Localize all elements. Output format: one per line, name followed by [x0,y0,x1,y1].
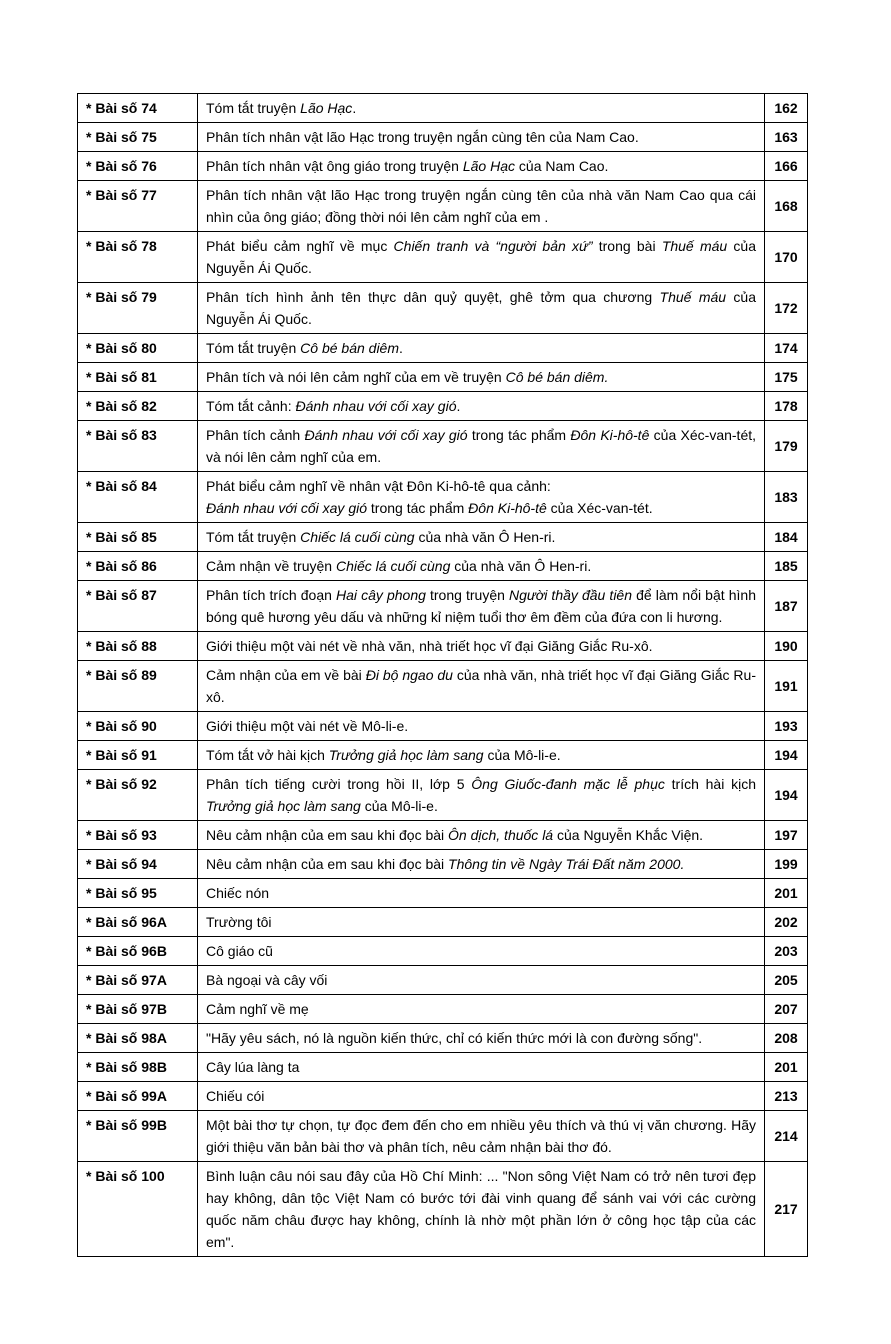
page-number: 163 [765,123,808,152]
title-segment: Phân tích nhân vật lão Hạc trong truyện ngắn cùng tên của Nam Cao. [206,129,639,145]
title-segment: Giới thiệu một vài nét về nhà văn, nhà triết học vĩ đại Giăng Giắc Ru-xô. [206,638,653,654]
title-segment: của Nam Cao. [515,158,609,174]
title-segment: của nhà văn Ô Hen-ri. [414,529,556,545]
lesson-title [198,850,765,879]
title-segment: Phân tích tiếng cười trong hồi II, lớp 5 [206,776,472,792]
page-number: 194 [765,770,808,821]
lesson-number: * Bài số 90 [78,712,198,741]
lesson-title [198,232,765,283]
title-segment: . [399,340,403,356]
lesson-title [198,1082,765,1111]
title-segment: Phân tích trích đoạn [206,587,336,603]
page-number: 207 [765,995,808,1024]
title-italic-segment: Thông tin về Ngày Trái Đất năm 2000. [448,856,685,872]
lesson-title [198,181,765,232]
table-row [78,581,808,632]
title-segment: Tóm tắt vở hài kịch [206,747,329,763]
lesson-number: * Bài số 94 [78,850,198,879]
title-italic-segment: Chiến tranh và “người bản xứ” [393,238,593,254]
table-row [78,937,808,966]
lesson-number: * Bài số 81 [78,363,198,392]
title-segment: Tóm tắt cảnh: [206,398,296,414]
lesson-title [198,879,765,908]
lesson-title [198,392,765,421]
lesson-title [198,661,765,712]
table-row [78,232,808,283]
table-row [78,1024,808,1053]
table-row [78,363,808,392]
lesson-number: * Bài số 96A [78,908,198,937]
title-italic-segment: Hai cây phong [336,587,426,603]
table-row [78,879,808,908]
title-segment: trong tác phẩm [467,427,571,443]
title-segment: của Mô-li-e. [483,747,561,763]
title-segment: Một bài thơ tự chọn, tự đọc đem đến cho em nhiều yêu thích và thú vị văn chương. Hãy giới thiệu văn bản bài thơ và phân tích, nêu cảm nhận bài thơ đó. [206,1117,756,1155]
title-segment: Bà ngoại và cây vối [206,972,328,988]
lesson-title [198,995,765,1024]
table-row [78,392,808,421]
lesson-number: * Bài số 75 [78,123,198,152]
table-row [78,995,808,1024]
title-italic-segment: Đôn Ki-hô-tê [570,427,650,443]
table-row [78,123,808,152]
page-number: 179 [765,421,808,472]
lesson-number: * Bài số 99B [78,1111,198,1162]
title-italic-segment: Ông Giuốc-đanh mặc lễ phục [471,776,665,792]
page-number: 178 [765,392,808,421]
lesson-title [198,94,765,123]
page-number: 217 [765,1162,808,1257]
table-row [78,472,808,523]
lesson-number: * Bài số 86 [78,552,198,581]
title-segment: Phân tích hình ảnh tên thực dân quỷ quyệt, ghê tởm qua chương [206,289,660,305]
title-segment: Trường tôi [206,914,272,930]
page-number: 168 [765,181,808,232]
title-segment: của Xéc-van-tét, và nói lên cảm nghĩ của em. [206,427,757,465]
table-row [78,966,808,995]
page-number: 183 [765,472,808,523]
title-segment: Bình luận câu nói sau đây của Hồ Chí Minh: ... "Non sông Việt Nam có trở nên tươi đẹp hay không, dân tộc Việt Nam có bước tới đài vinh quang để sánh vai với các cường quốc năm châu được hay không, chính là nhờ một phần lớn ở công học tập của các em". [206,1168,756,1250]
title-segment: của nhà văn, nhà triết học vĩ đại Giăng Giắc Ru-xô. [206,667,756,705]
table-row [78,632,808,661]
lesson-title [198,632,765,661]
title-italic-segment: Cô bé bán diêm. [505,369,609,385]
table-row [78,712,808,741]
lesson-number: * Bài số 96B [78,937,198,966]
title-segment: "Hãy yêu sách, nó là nguồn kiến thức, chỉ có kiến thức mới là con đường sống". [206,1030,703,1046]
title-segment: Cây lúa làng ta [206,1059,300,1075]
lesson-number: * Bài số 98B [78,1053,198,1082]
page-number: 172 [765,283,808,334]
lesson-title [198,1111,765,1162]
lesson-number: * Bài số 78 [78,232,198,283]
title-italic-segment: Cô bé bán diêm [300,340,399,356]
table-row [78,152,808,181]
lesson-title [198,712,765,741]
lesson-title [198,770,765,821]
title-segment: Chiếu cói [206,1088,265,1104]
page-number: 174 [765,334,808,363]
title-segment: Cảm nghĩ về mẹ [206,1001,309,1017]
lesson-title [198,472,765,523]
page-number: 170 [765,232,808,283]
title-italic-segment: Trưởng giả học làm sang [328,747,484,763]
lesson-title [198,1053,765,1082]
table-row [78,552,808,581]
page-number: 194 [765,741,808,770]
lesson-title [198,152,765,181]
lesson-number: * Bài số 100 [78,1162,198,1257]
lesson-number: * Bài số 92 [78,770,198,821]
title-segment: của nhà văn Ô Hen-ri. [450,558,592,574]
page-number: 175 [765,363,808,392]
page-number: 185 [765,552,808,581]
title-segment: Cảm nhận về truyện [206,558,336,574]
lesson-title [198,908,765,937]
lesson-number: * Bài số 82 [78,392,198,421]
table-row [78,283,808,334]
lesson-number: * Bài số 98A [78,1024,198,1053]
lesson-number: * Bài số 87 [78,581,198,632]
lesson-number: * Bài số 97A [78,966,198,995]
title-segment: Cảm nhận của em về bài [206,667,366,683]
lesson-title [198,821,765,850]
lesson-number: * Bài số 89 [78,661,198,712]
toc-body [78,94,808,1257]
table-row [78,908,808,937]
lesson-title [198,552,765,581]
table-row [78,1082,808,1111]
title-italic-segment: Chiếc lá cuối cùng [335,558,451,574]
title-italic-segment: Thuế máu [661,238,728,254]
title-segment: Nêu cảm nhận của em sau khi đọc bài [206,827,449,843]
page-number: 214 [765,1111,808,1162]
lesson-number: * Bài số 99A [78,1082,198,1111]
title-segment: Phân tích nhân vật ông giáo trong truyện [206,158,463,174]
title-segment: trong tác phẩm [367,500,469,516]
lesson-title [198,1162,765,1257]
title-segment: trích hài kịch [664,776,756,792]
title-segment: trong truyện [425,587,509,603]
table-of-contents [77,93,808,1257]
title-segment: Tóm tắt truyện [206,340,301,356]
page-number: 201 [765,879,808,908]
page-number: 184 [765,523,808,552]
lesson-number: * Bài số 74 [78,94,198,123]
lesson-number: * Bài số 95 [78,879,198,908]
lesson-number: * Bài số 83 [78,421,198,472]
title-segment: của Xéc-van-tét. [546,500,653,516]
title-italic-segment: Đánh nhau với cối xay gió [206,500,367,516]
lesson-number: * Bài số 85 [78,523,198,552]
title-segment: Phân tích nhân vật lão Hạc trong truyện ngắn cùng tên của nhà văn Nam Cao qua cái nhìn của ông giáo; đồng thời nói lên cảm nghĩ của em . [206,187,756,225]
title-segment: . [456,398,461,414]
title-segment: Cô giáo cũ [206,943,273,959]
title-segment: Giới thiệu một vài nét về Mô-li-e. [206,718,409,734]
page-number: 202 [765,908,808,937]
title-italic-segment: Ôn dịch, thuốc lá [448,827,554,843]
title-segment: của Nguyễn Ái Quốc. [206,238,756,276]
page-number: 213 [765,1082,808,1111]
table-row [78,1111,808,1162]
page-number: 197 [765,821,808,850]
title-segment: Chiếc nón [206,885,270,901]
title-segment: của Nguyễn Khắc Viện. [553,827,704,843]
title-italic-segment: Đánh nhau với cối xay gió [295,398,457,414]
title-italic-segment: Trưởng giả học làm sang [206,798,361,814]
lesson-title [198,421,765,472]
lesson-title [198,581,765,632]
title-segment: Phát biểu cảm nghĩ về mục [206,238,394,254]
title-segment: Tóm tắt truyện [206,529,301,545]
page-number: 205 [765,966,808,995]
title-segment: Tóm tắt truyện [206,100,301,116]
title-segment: để làm nổi bật hình bóng quê hương yêu dấu và những kỉ niệm tuổi thơ êm đềm của đứa con li hương. [206,587,756,625]
lesson-number: * Bài số 93 [78,821,198,850]
table-row [78,741,808,770]
title-italic-segment: Đi bộ ngao du [365,667,453,683]
page-number: 201 [765,1053,808,1082]
lesson-title [198,741,765,770]
title-segment: Phát biểu cảm nghĩ về nhân vật Đôn Ki-hô-tê qua cảnh: [206,478,551,494]
title-segment: trong bài [592,238,662,254]
table-row [78,1162,808,1257]
title-segment: của Nguyễn Ái Quốc. [206,289,756,327]
page-number: 199 [765,850,808,879]
title-italic-segment: Đánh nhau với cối xay gió [304,427,468,443]
table-row [78,661,808,712]
page-number: 191 [765,661,808,712]
title-italic-segment: Chiếc lá cuối cùng [300,529,415,545]
lesson-number: * Bài số 76 [78,152,198,181]
table-row [78,821,808,850]
title-segment: Phân tích cảnh [206,427,305,443]
table-row [78,94,808,123]
table-row [78,770,808,821]
lesson-title [198,966,765,995]
lesson-title [198,1024,765,1053]
title-segment: Phân tích và nói lên cảm nghĩ của em về truyện [206,369,506,385]
title-italic-segment: Thuế máu [659,289,727,305]
title-italic-segment: Lão Hạc [462,158,516,174]
lesson-title [198,937,765,966]
title-italic-segment: Đôn Ki-hô-tê [468,500,547,516]
lesson-number: * Bài số 79 [78,283,198,334]
lesson-title [198,123,765,152]
table-row [78,334,808,363]
title-segment: . [352,100,357,116]
table-row [78,523,808,552]
lesson-title [198,363,765,392]
table-row [78,850,808,879]
lesson-title [198,523,765,552]
page-number: 162 [765,94,808,123]
page-number: 166 [765,152,808,181]
page-number: 190 [765,632,808,661]
title-segment: của Mô-li-e. [360,798,438,814]
lesson-title [198,283,765,334]
table-row [78,181,808,232]
lesson-number: * Bài số 97B [78,995,198,1024]
table-row [78,421,808,472]
title-italic-segment: Người thầy đầu tiên [509,587,633,603]
lesson-title [198,334,765,363]
lesson-number: * Bài số 80 [78,334,198,363]
lesson-number: * Bài số 88 [78,632,198,661]
page-number: 187 [765,581,808,632]
page-number: 193 [765,712,808,741]
page-number: 208 [765,1024,808,1053]
lesson-number: * Bài số 84 [78,472,198,523]
title-segment: Nêu cảm nhận của em sau khi đọc bài [206,856,449,872]
lesson-number: * Bài số 91 [78,741,198,770]
table-row [78,1053,808,1082]
page-number: 203 [765,937,808,966]
title-italic-segment: Lão Hạc [300,100,353,116]
lesson-number: * Bài số 77 [78,181,198,232]
